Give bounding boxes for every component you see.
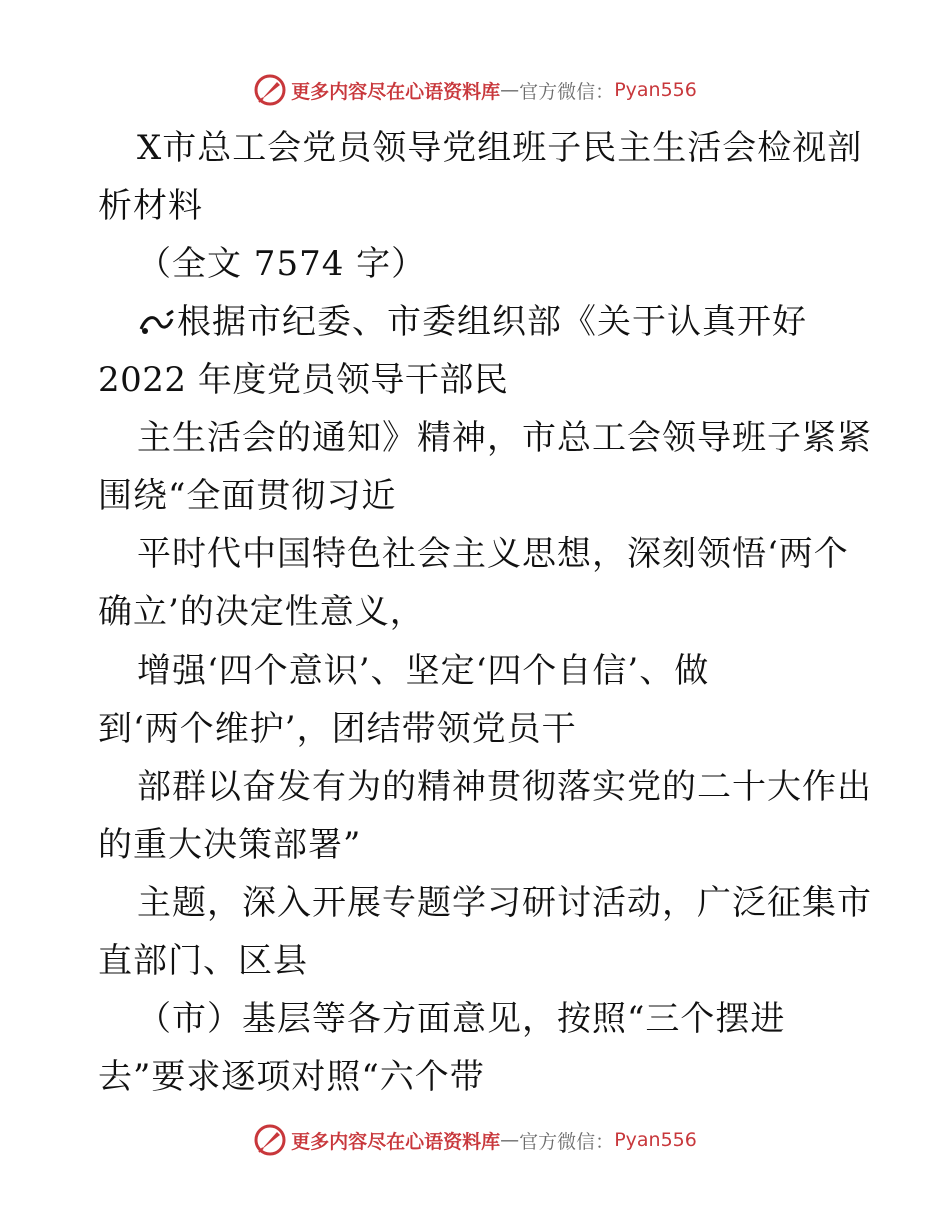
doc-paragraph-line: 平时代中国特色社会主义思想，深刻领悟‘两个 xyxy=(137,534,849,574)
doc-word-count: （全文 7574 字） xyxy=(137,244,427,284)
footer-banner xyxy=(0,1120,950,1160)
banner-brand-text: 更多内容尽在心语资料库 xyxy=(291,1130,501,1153)
banner-wechat-label: 官方微信： xyxy=(519,1130,615,1153)
banner-wechat-label: 官方微信： xyxy=(519,80,615,103)
doc-paragraph-line: 增强‘四个意识’、坚定‘四个自信’、做 xyxy=(137,651,710,691)
banner-wechat-id: Pyan556 xyxy=(614,1129,697,1151)
doc-paragraph-line: 的重大决策部署” xyxy=(98,825,362,865)
doc-paragraph-line: 去”要求逐项对照“六个带 xyxy=(98,1057,485,1097)
banner-brand-text: 更多内容尽在心语资料库 xyxy=(291,80,501,103)
banner-separator: — xyxy=(500,79,520,101)
doc-paragraph-line: 2022 年度党员领导干部民 xyxy=(98,360,509,400)
doc-title-line-1: X市总工会党员领导党组班子民主生活会检视剖 xyxy=(137,128,863,168)
banner-wechat-id: Pyan556 xyxy=(614,79,697,101)
doc-paragraph-line: 主生活会的通知》精神，市总工会领导班子紧紧 xyxy=(137,418,872,458)
doc-paragraph-line: 直部门、区县 xyxy=(98,941,308,981)
quill-logo-icon xyxy=(253,1123,287,1157)
doc-paragraph-text: 根据市纪委、市委组织部《关于认真开好 xyxy=(177,302,807,342)
doc-paragraph-line: 到‘两个维护’，团结带领党员干 xyxy=(98,709,577,749)
doc-title-line-2: 析材料 xyxy=(98,186,203,226)
scroll-ornament-icon xyxy=(137,307,177,337)
doc-paragraph-line: 部群以奋发有为的精神贯彻落实党的二十大作出 xyxy=(137,767,872,807)
doc-paragraph-line: 围绕“全面贯彻习近 xyxy=(98,476,397,516)
doc-paragraph-line: 主题，深入开展专题学习研讨活动，广泛征集市 xyxy=(137,883,872,923)
doc-paragraph-line xyxy=(137,302,807,342)
doc-paragraph-line: 确立’的决定性意义， xyxy=(98,592,425,632)
doc-paragraph-line: （市）基层等各方面意见，按照“三个摆进 xyxy=(137,999,786,1039)
banner-separator: — xyxy=(500,1129,520,1151)
